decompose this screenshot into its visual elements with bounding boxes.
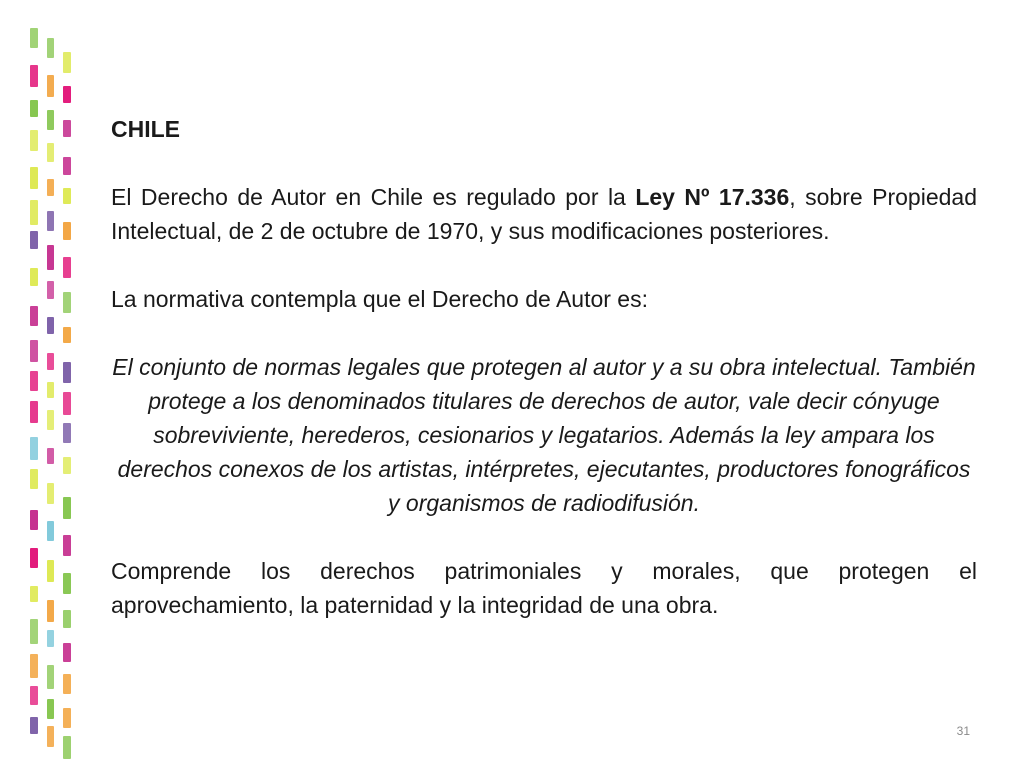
decorative-bar: [30, 167, 38, 189]
paragraph-rights: Comprende los derechos patrimoniales y morales, que protegen el aprovechamiento, la paternidad y la integridad de una obra.: [111, 558, 977, 618]
decorative-bar: [63, 52, 71, 73]
slide-content: [111, 112, 977, 622]
paragraph-normativa: La normativa contempla que el Derecho de Autor es:: [111, 286, 648, 312]
paragraph-law-text-after: , sobre Propiedad Intelectual, de 2 de octubre de 1970, y sus modificaciones posteriores.: [111, 184, 977, 244]
decorative-bar: [30, 401, 38, 423]
decorative-bar: [63, 736, 71, 759]
decorative-bar: [47, 211, 54, 231]
decorative-bar: [63, 157, 71, 175]
decorative-bar: [30, 100, 38, 117]
decorative-bar: [30, 130, 38, 151]
decorative-bar: [63, 188, 71, 204]
decorative-bar: [30, 686, 38, 705]
decorative-bar: [47, 665, 54, 689]
decorative-bar: [63, 610, 71, 628]
decorative-bar: [47, 600, 54, 622]
decorative-bar: [63, 362, 71, 383]
decorative-bar: [63, 257, 71, 278]
decorative-bar: [30, 371, 38, 391]
decorative-bar: [63, 86, 71, 103]
paragraph-law-text-before: El Derecho de Autor en Chile es regulado por la: [111, 184, 636, 210]
decorative-bar: [63, 222, 71, 240]
decorative-bar: [47, 353, 54, 370]
definition-quote: El conjunto de normas legales que protegen al autor y a su obra intelectual. También protege a los denominados titulares de derechos de autor, vale decir cónyuge sobreviviente, herederos, cesionarios y legatarios. Además la ley ampara los derechos conexos de los artistas, intérpretes, ejecutantes, productores fonográficos y organismos de radiodifusión.: [112, 354, 976, 516]
decorative-bar: [30, 510, 38, 530]
decorative-bar: [30, 586, 38, 602]
decorative-bar: [30, 200, 38, 225]
decorative-bar: [47, 410, 54, 430]
decorative-bar: [63, 423, 71, 443]
decorative-bar: [30, 437, 38, 460]
decorative-bar: [47, 281, 54, 299]
decorative-bar: [63, 120, 71, 137]
decorative-bar: [63, 392, 71, 415]
decorative-bar: [30, 231, 38, 249]
decorative-bar: [47, 726, 54, 747]
decorative-bar: [63, 327, 71, 343]
decorative-bar: [47, 143, 54, 162]
decorative-bar: [30, 548, 38, 568]
decorative-bar: [47, 483, 54, 504]
decorative-bar: [30, 340, 38, 362]
decorative-bar: [47, 521, 54, 541]
decorative-bar: [47, 245, 54, 270]
decorative-bar: [30, 306, 38, 326]
paragraph-law: [111, 180, 977, 248]
decorative-bar: [47, 75, 54, 97]
decorative-bar: [63, 643, 71, 662]
decorative-bar: [47, 317, 54, 334]
decorative-bar: [30, 619, 38, 644]
decorative-bar: [30, 28, 38, 48]
decorative-bar: [47, 630, 54, 647]
decorative-bar: [63, 674, 71, 694]
page-number: 31: [956, 724, 970, 738]
law-reference: Ley Nº 17.336: [635, 184, 790, 210]
decorative-bar: [63, 497, 71, 519]
decorative-bar: [30, 717, 38, 734]
decorative-bar: [47, 448, 54, 464]
decorative-bar: [30, 268, 38, 286]
decorative-bar: [30, 469, 38, 489]
decorative-bar: [63, 457, 71, 474]
decorative-color-stripe: [0, 0, 80, 768]
decorative-bar: [63, 708, 71, 728]
decorative-bar: [47, 38, 54, 58]
decorative-bar: [47, 699, 54, 719]
decorative-bar: [47, 560, 54, 582]
decorative-bar: [63, 292, 71, 313]
decorative-bar: [47, 179, 54, 196]
decorative-bar: [30, 65, 38, 87]
decorative-bar: [47, 382, 54, 398]
slide-heading: CHILE: [111, 116, 180, 142]
decorative-bar: [63, 573, 71, 594]
decorative-bar: [30, 654, 38, 678]
decorative-bar: [63, 535, 71, 556]
decorative-bar: [47, 110, 54, 130]
